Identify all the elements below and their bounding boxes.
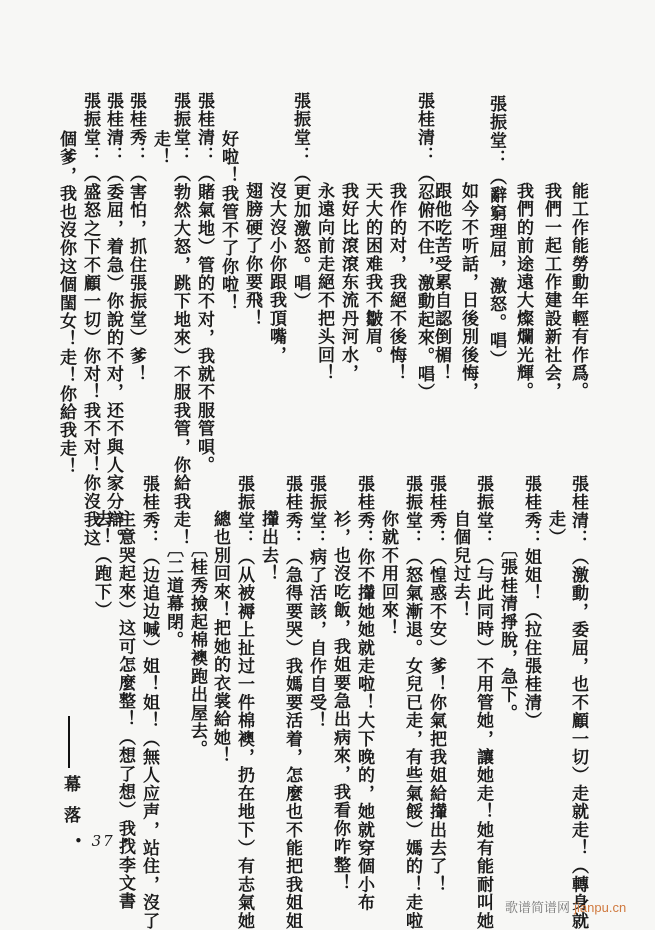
text-column: 總也別回來！把她的衣裳給她！ <box>210 510 230 765</box>
text-column: 如今不听話，日後別後悔， <box>458 182 478 401</box>
text-column: 天大的困难我不皺眉。 <box>362 182 382 364</box>
text-column: 張桂清：（委屈，着急）你說的不对，还不與人家分辯。 <box>103 92 123 547</box>
text-column: 張振堂：（与此同時）不用管她，讓她走！她有能耐叫她 <box>473 475 493 930</box>
text-column: 攆出去！ <box>258 510 278 583</box>
curtain-fall-marker: 幕落 <box>60 775 80 837</box>
text-column: 張振堂：（怒氣漸退。女兒已走，有些氣餒）媽的！走啦 <box>402 475 422 930</box>
text-column: 能工作能勞動年輕有作爲。 <box>568 182 588 401</box>
text-column: 我們的前途遠大燦爛光輝。 <box>513 182 533 401</box>
text-column: 張桂秀：（边追边喊）姐！姐！（無人应声，站住，沒了 <box>139 475 159 930</box>
text-column: 自個兒过去！ <box>450 510 470 620</box>
text-column: 張桂清：（激動，委屈，也不顧一切）走就走！（轉身就 <box>568 475 588 930</box>
text-column: 個爹，我也沒你这個閨女！走！你給我走！ <box>56 130 76 476</box>
watermark-latin: jianpu.cn <box>574 900 627 915</box>
text-column: 走！ <box>150 130 170 167</box>
text-column: 張桂清：（忍俯不住，激動起來。唱） <box>414 92 434 402</box>
text-column: 張桂秀：（急得要哭）我媽要活着，怎麼也不能把我姐姐 <box>282 475 302 930</box>
text-column: 衫，也沒吃飯，我姐要急出病來，我看你咋整！ <box>330 510 350 893</box>
page-number: • 37 • <box>74 832 133 850</box>
text-column: 〔桂秀撿起棉襖跑出屋去。 <box>187 540 207 759</box>
text-column: 走） <box>545 510 565 547</box>
text-column: 主意哭起來）这可怎麼整！（想了想）我找李文書 <box>115 510 135 911</box>
text-column: 〔張桂清掙脫，急下。 <box>497 540 517 722</box>
text-column: 張桂秀：（惶惑不安）爹！你氣把我姐給攆出去了！ <box>426 475 446 894</box>
text-column: 沒大沒小你跟我頂嘴， <box>266 182 286 364</box>
text-column: 張振堂：（辭窮理屈，激怒。唱） <box>486 95 506 368</box>
text-column: 張桂秀：（害怕，抓住張振堂）爹！ <box>126 92 146 384</box>
text-column: 張桂秀：姐姐！（拉住張桂清） <box>521 475 541 730</box>
text-column: 張振堂：（从被褥上扯过一件棉襖，扔在地下）有志氣她 <box>234 475 254 930</box>
watermark <box>505 897 626 916</box>
text-column: 永遠向前走絕不把头回！ <box>314 182 334 383</box>
text-column: 好啦！我管不了你啦！ <box>218 130 238 312</box>
text-column: 我好比滾滾东流丹河水， <box>338 182 358 383</box>
text-column: 你就不用回來！ <box>378 510 398 638</box>
text-column: 翅膀硬了你要飛！ <box>242 182 262 328</box>
text-column: 張振堂：（盛怒之下不顧一切）你对！我不对！你沒我这 <box>80 92 100 547</box>
text-column: 我們一起工作建設新社会， <box>541 182 561 401</box>
text-column: 〔二道幕閉。 <box>163 540 183 650</box>
text-column: 張振堂：（更加激怒。唱） <box>290 92 310 311</box>
text-column: 跟他吃苦受累自認倒楣！ <box>431 182 451 383</box>
text-column: 去！（跑下） <box>91 510 111 620</box>
text-column: 張桂清：（賭氣地）管的不对，我就不服管唄。 <box>194 92 214 475</box>
text-column: 張桂秀：你不攆她她就走啦！大下晚的，她就穿個小布 <box>354 475 374 912</box>
curtain-rule <box>68 716 70 768</box>
watermark-cn: 歌谱简谱网 <box>505 901 571 916</box>
text-column: 張振堂：（勃然大怒，跳下地來）不服我管，你給我走！ <box>170 92 190 547</box>
text-column: 我作的对，我絕不後悔！ <box>386 182 406 383</box>
text-column: 張振堂：病了活該，自作自受！ <box>306 475 326 730</box>
